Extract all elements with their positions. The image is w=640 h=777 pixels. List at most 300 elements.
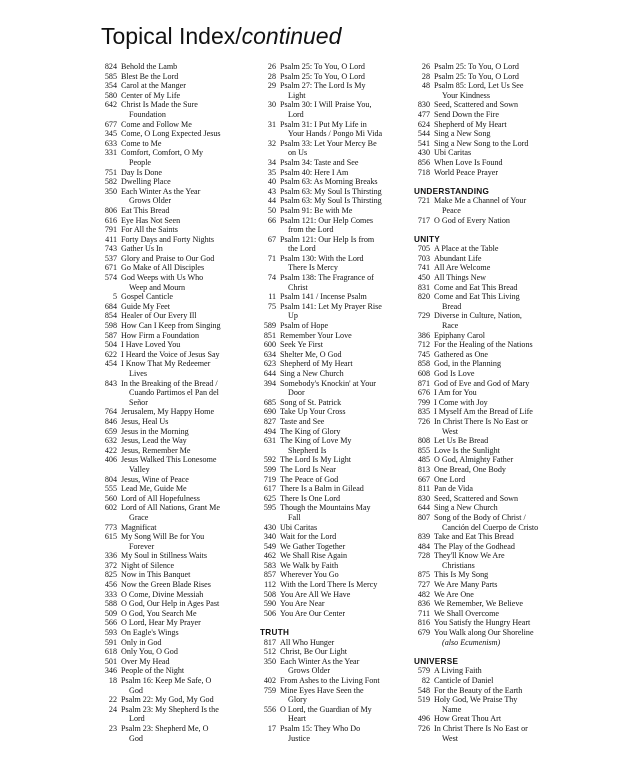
hymn-title [434,465,574,475]
hymn-title-line: Psalm 121: Our Help Is from [280,234,375,244]
hymn-title [121,609,251,619]
hymn-title-continuation: Grows Older [288,666,331,676]
hymn-title-line: Psalm 130: With the Lord [280,253,364,263]
index-column-2 [260,62,412,743]
hymn-title-line: Seek Ye First [280,340,323,350]
hymn-number: 827 [263,416,276,426]
index-entry [101,139,251,149]
hymn-title [121,523,251,533]
hymn-number: 43 [267,186,276,196]
index-entry [414,340,574,350]
hymn-title [434,513,574,532]
hymn-title-line: We Remember, We Believe [434,599,524,609]
hymn-title [280,532,412,542]
hymn-title-line: Psalm 40: Here I Am [280,167,349,177]
hymn-number: 40 [267,177,276,187]
hymn-title-line: Lord of All Hopefulness [121,493,200,503]
hymn-title-line: Psalm 63: My Soul Is Thirsting [280,196,382,206]
index-entry [101,244,251,254]
hymn-title [121,417,251,427]
hymn-number: 35 [267,167,276,177]
hymn-title-line: Canticle of Daniel [434,676,494,685]
hymn-number: 799 [417,397,430,407]
hymn-title-continuation: Lives [129,369,147,378]
hymn-title-line: Glory and Praise to Our God [121,253,215,263]
index-entry [101,417,251,427]
hymn-title-line: One Bread, One Body [434,464,506,474]
hymn-title [280,686,412,705]
hymn-number: 31 [267,119,276,129]
hymn-number: 820 [417,292,430,302]
hymn-title-continuation: the Lord [288,244,316,254]
index-entry [414,724,574,743]
index-entry [414,532,574,542]
hymn-number: 718 [417,167,430,177]
index-entry [414,216,574,226]
hymn-title [434,292,574,311]
hymn-title [280,523,412,533]
index-entry [260,369,412,379]
hymn-number: 587 [104,330,117,340]
hymn-title-line: Psalm 85: Lord, Let Us See [434,81,524,91]
hymn-number: 555 [104,484,117,494]
index-entry [260,465,412,475]
hymn-title-line: My Soul in Stillness Waits [121,551,207,561]
hymn-title [280,254,412,273]
index-entry [260,302,412,321]
hymn-number: 751 [104,167,117,177]
index-entry [414,244,574,254]
hymn-title-line: Abundant Life [434,253,482,263]
index-entry [260,503,412,522]
hymn-title [434,72,574,82]
index-entry [101,62,251,72]
hymn-title-line: Take and Eat This Bread [434,532,514,542]
hymn-title-line: Song of the Body of Christ / [434,512,526,522]
hymn-title-line: For All the Saints [121,225,178,235]
index-entry [101,455,251,474]
hymn-title-line: Each Winter As the Year [121,186,201,196]
hymn-number: 386 [417,330,430,340]
hymn-number: 817 [263,637,276,647]
index-entry [260,379,412,398]
hymn-number: 856 [417,157,430,167]
hymn-title [434,62,574,72]
hymn-number: 617 [263,484,276,494]
hymn-number: 462 [263,551,276,561]
hymn-number: 11 [268,292,276,302]
hymn-title-line: In Christ There Is No East or [434,416,528,426]
hymn-number: 30 [267,100,276,110]
hymn-title [434,379,574,389]
hymn-number: 112 [264,580,276,590]
hymn-title [121,235,251,245]
index-entry [260,590,412,600]
hymn-title-line: O God, Almighty Father [434,455,514,465]
index-entry [414,263,574,273]
index-entry [414,120,574,130]
index-entry [414,359,574,369]
hymn-title [434,273,574,283]
index-entry [414,273,574,283]
hymn-number: 430 [263,522,276,532]
hymn-title-line: Gathered as One [434,349,488,359]
hymn-number: 616 [104,215,117,225]
index-entry [101,379,251,408]
hymn-title [434,331,574,341]
hymn-title-line: Psalm 25: To You, O Lord [434,62,519,71]
index-entry [101,609,251,619]
hymn-title [121,91,251,101]
hymn-title [121,455,251,474]
hymn-title-line: You Satisfy the Hungry Heart [434,618,531,628]
hymn-title [121,695,251,705]
hymn-title [280,120,412,139]
hymn-title-line: O Lord, Hear My Prayer [121,618,201,628]
hymn-number: 721 [417,196,430,206]
hymn-title-continuation: Glory [288,695,307,705]
index-entry [260,292,412,302]
hymn-number: 676 [417,388,430,398]
hymn-title [434,129,574,139]
index-entry [101,657,251,667]
hymn-title [121,618,251,628]
hymn-title-line: Now the Green Blade Rises [121,580,211,590]
index-entry [101,148,251,167]
index-entry [414,465,574,475]
hymn-title [434,724,574,743]
index-entry [101,638,251,648]
hymn-title [280,724,412,743]
hymn-title-line: Only in God [121,637,162,647]
hymn-title-line: We Are Many Parts [434,580,498,590]
hymn-title [434,618,574,628]
hymn-number: 806 [104,205,117,215]
index-entry [101,570,251,580]
hymn-title [434,494,574,504]
hymn-title-continuation: Foundation [129,109,166,119]
hymn-title [280,81,412,100]
index-entry [414,446,574,456]
hymn-title-continuation: Valley [129,464,150,474]
hymn-number: 345 [104,129,117,139]
hymn-title-line: They'll Know We Are [434,551,505,561]
hymn-title [121,427,251,437]
hymn-title [121,120,251,130]
hymn-title-line: O God, You Search Me [121,608,197,618]
hymn-number: 857 [263,570,276,580]
index-entry [101,302,251,312]
index-entry [260,407,412,417]
hymn-number: 406 [104,455,117,465]
hymn-title-line: Song of St. Patrick [280,397,342,407]
hymn-number: 74 [267,273,276,283]
hymn-title-continuation: Fall [288,512,301,522]
hymn-number: 26 [421,62,430,71]
section-heading: UNIVERSE [414,656,459,666]
hymn-title [121,359,251,378]
hymn-number: 623 [263,359,276,369]
index-entry [414,609,574,619]
index-entry [260,561,412,571]
index-entry [101,590,251,600]
hymn-number: 624 [417,119,430,129]
hymn-number: 588 [104,599,117,609]
hymn-number: 632 [104,436,117,446]
hymn-title [121,81,251,91]
hymn-number: 484 [417,541,430,551]
index-column-3 [414,62,574,743]
hymn-title-line: Come to Me [121,138,162,148]
index-entry [260,599,412,609]
hymn-number: 501 [104,656,117,666]
hymn-number: 512 [263,647,276,657]
hymn-title [121,628,251,638]
hymn-title [434,340,574,350]
hymn-title-line: Healer of Our Every Ill [121,311,197,321]
hymn-title-line: The King of Glory [280,426,341,436]
hymn-number: 549 [263,541,276,551]
hymn-title [121,100,251,119]
hymn-title [280,321,412,331]
index-entry [101,292,251,302]
hymn-number: 430 [417,148,430,158]
hymn-title-continuation: Shepherd Is [288,445,327,455]
hymn-title-line: Lead Me, Guide Me [121,484,187,494]
section-heading: TRUTH [260,628,290,638]
hymn-number: 350 [104,186,117,196]
index-entry [414,628,574,647]
hymn-title-line: I Have Loved You [121,340,181,350]
hymn-title-continuation: God [129,733,143,743]
index-entry [414,398,574,408]
hymn-title [121,379,251,408]
index-entry [260,427,412,437]
hymn-number: 830 [417,100,430,110]
index-entry [260,705,412,724]
index-entry [101,331,251,341]
index-entry [101,177,251,187]
page-title [101,22,341,50]
hymn-title [121,139,251,149]
hymn-title-line: Holy God, We Praise Thy [434,695,518,705]
hymn-title-continuation: Bread [442,301,462,311]
hymn-number: 544 [417,129,430,139]
hymn-title-line: O God, Our Help in Ages Past [121,599,220,609]
hymn-title-line: For the Beauty of the Earth [434,685,523,695]
hymn-number: 644 [263,369,276,378]
index-entry [414,570,574,580]
hymn-title-continuation: Race [442,321,459,331]
index-entry [414,599,574,609]
hymn-number: 764 [104,407,117,417]
hymn-number: 816 [417,618,430,628]
hymn-title-line: Seed, Scattered and Sown [434,493,519,503]
hymn-title-line: You Are Near [280,599,325,609]
hymn-title [434,628,574,647]
index-entry [101,484,251,494]
index-entry [101,350,251,360]
hymn-title [434,417,574,436]
hymn-title-continuation: Forever [129,541,155,551]
hymn-title [121,724,251,743]
hymn-title-line: You Are Our Center [280,608,346,618]
index-entry [260,724,412,743]
hymn-title [280,427,412,437]
index-entry [414,81,574,100]
index-entry [101,235,251,245]
hymn-number: 574 [104,273,117,283]
hymn-title-line: Psalm 27: The Lord Is My [280,81,366,91]
hymn-title [121,436,251,446]
hymn-title-line: Ubi Caritas [434,148,472,158]
index-entry [414,503,574,513]
index-entry [260,551,412,561]
index-entry [101,724,251,743]
hymn-number: 690 [263,407,276,417]
index-entry [260,273,412,292]
index-entry [101,91,251,101]
hymn-number: 791 [104,225,117,235]
hymn-title-line: You Are All We Have [280,589,351,599]
hymn-number: 67 [267,234,276,244]
hymn-number: 519 [417,695,430,705]
section-spacer [414,647,574,657]
hymn-title-line: God, in the Planning [434,359,501,369]
hymn-title-line: Center of My Life [121,90,181,100]
hymn-title [280,398,412,408]
index-entry [260,139,412,158]
index-entry [414,311,574,330]
hymn-title-line: How Can I Keep from Singing [121,321,221,331]
index-entry [414,139,574,149]
index-entry [414,196,574,215]
hymn-title-line: Psalm 25: To You, O Lord [434,71,519,81]
index-entry [414,714,574,724]
hymn-title [434,542,574,552]
hymn-title [280,609,412,619]
hymn-title-line: Psalm 63: As Morning Breaks [280,177,378,187]
hymn-title-line: Come, O Long Expected Jesus [121,129,221,139]
hymn-title [434,311,574,330]
index-entry [414,513,574,532]
hymn-title-continuation: Heart [288,714,306,724]
hymn-title-continuation: Up [288,311,298,321]
hymn-title [121,168,251,178]
hymn-title-continuation: Señor [129,397,148,407]
hymn-title [434,686,574,696]
hymn-title-continuation: Your Kindness [442,90,490,100]
hymn-title-line: Wherever You Go [280,570,339,580]
index-entry [101,647,251,657]
index-entry [260,235,412,254]
hymn-title-line: Sing a New Church [434,503,498,513]
hymn-title [121,254,251,264]
hymn-title-line: Psalm 22: My God, My God [121,695,214,705]
hymn-number: 593 [104,628,117,638]
hymn-title-line: All Are Welcome [434,263,491,273]
hymn-number: 590 [263,599,276,609]
index-entry [260,216,412,235]
hymn-number: 566 [104,618,117,628]
index-entry [414,72,574,82]
hymn-title-continuation: Your Hands / Pongo Mi Vida [288,129,383,139]
index-entry [260,417,412,427]
hymn-title [434,676,574,686]
hymn-title [280,503,412,522]
index-entry [414,580,574,590]
index-entry [414,484,574,494]
hymn-number: 608 [417,369,430,378]
hymn-number: 804 [104,474,117,484]
index-entry [260,350,412,360]
hymn-number: 717 [417,215,430,225]
index-entry [414,475,574,485]
hymn-number: 685 [263,397,276,407]
hymn-title-continuation: (also Ecumenism) [442,637,501,647]
hymn-title [121,446,251,456]
hymn-title [434,666,574,676]
hymn-title [280,570,412,580]
hymn-title [280,705,412,724]
index-entry [101,216,251,226]
index-column-1 [101,62,251,743]
hymn-title-line: Jesus, Heal Us [121,416,169,426]
hymn-title-line: Psalm 30: I Will Praise You, [280,100,372,110]
index-entry [414,254,574,264]
hymn-title [121,532,251,551]
index-entry [101,523,251,533]
index-entry [101,129,251,139]
hymn-title-continuation: Name [442,704,462,714]
index-entry [260,62,412,72]
hymn-number: 22 [108,695,117,705]
hymn-number: 350 [263,656,276,666]
index-entry [414,148,574,158]
hymn-title [280,139,412,158]
index-entry [101,120,251,130]
hymn-number: 23 [108,723,117,733]
hymn-title-line: In the Breaking of the Bread / [121,378,218,388]
index-entry [260,475,412,485]
hymn-number: 759 [263,685,276,695]
hymn-number: 745 [417,349,430,359]
hymn-number: 556 [263,704,276,714]
hymn-number: 75 [267,301,276,311]
hymn-number: 5 [112,292,117,302]
hymn-title-line: The Peace of God [280,474,339,484]
index-entry [260,542,412,552]
index-entry [101,321,251,331]
index-entry [101,676,251,695]
hymn-title-line: A Living Faith [434,666,482,676]
hymn-number: 705 [417,244,430,254]
hymn-title [280,292,412,302]
hymn-title [434,81,574,100]
hymn-title [280,369,412,379]
index-entry [414,551,574,570]
index-entry [101,436,251,446]
hymn-title [434,455,574,465]
hymn-title-line: Come and Eat This Bread [434,282,518,292]
hymn-number: 504 [104,340,117,350]
hymn-title-line: Sing a New Song [434,129,491,139]
hymn-title [280,657,412,676]
hymn-title-line: Jesus Walked This Lonesome [121,455,217,465]
index-entry [101,628,251,638]
hymn-title-line: How Firm a Foundation [121,330,200,340]
hymn-number: 454 [104,359,117,369]
